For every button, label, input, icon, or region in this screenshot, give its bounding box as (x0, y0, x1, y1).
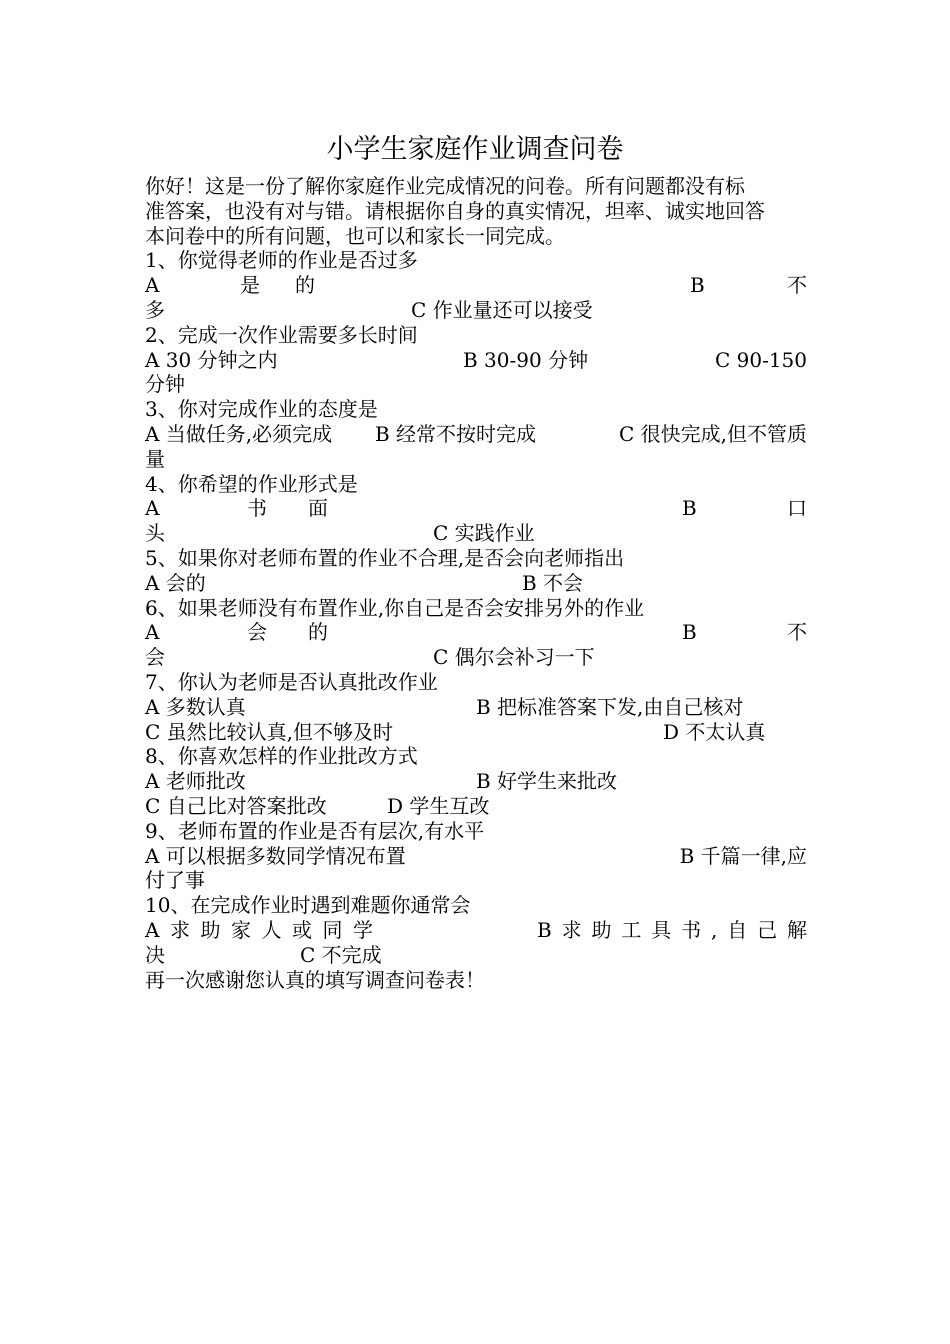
option-a-letter: A (145, 496, 160, 521)
option-b-char: 助 (591, 917, 612, 942)
option-b: B 千篇一律,应 (679, 843, 807, 868)
question-5-options (145, 571, 807, 596)
option-a: A 可以根据多数同学情况布置 (145, 843, 406, 868)
option-a-char: 求 (169, 917, 190, 942)
option-a (145, 918, 373, 943)
option-b-cont: 会 (145, 645, 165, 670)
option-a: A 会的 (145, 570, 206, 595)
option-a-char: A (145, 917, 160, 942)
option-a: A 多数认真 (145, 694, 246, 719)
option-b-cont: 付了事 (145, 868, 205, 893)
option-c: C 作业量还可以接受 (411, 297, 593, 322)
option-a-char: 人 (261, 917, 282, 942)
option-b-char: , (710, 917, 718, 942)
option-c: C 很快完成,但不管质 (618, 421, 807, 446)
option-a-char: 面 (308, 496, 328, 521)
option-a-char: 是 (240, 273, 260, 298)
option-b: B 好学生来批改 (476, 769, 618, 794)
question-10-options (145, 918, 807, 943)
option-c: C 实践作业 (433, 521, 535, 546)
option-c-cont: 分钟 (145, 372, 185, 397)
option-b-char: 求 (561, 917, 582, 942)
option-b-char: 书 (681, 917, 702, 942)
option-b-char: B (537, 917, 552, 942)
question-7: 7、你认为老师是否认真批改作业 (145, 669, 438, 694)
question-8-options (145, 769, 807, 794)
question-7-options-cont (145, 720, 807, 745)
intro-line: 准答案，也没有对与错。请根据你自身的真实情况，坦率、诚实地回答 (145, 198, 765, 223)
option-a-letter: A (145, 273, 160, 298)
option-c: C 90-150 (714, 347, 807, 372)
closing-text: 再一次感谢您认真的填写调查问卷表！ (145, 967, 485, 992)
question-10-options-cont (145, 943, 807, 968)
question-3-options (145, 422, 807, 447)
question-2-options (145, 348, 807, 373)
option-b-cont: 多 (145, 297, 165, 322)
question-5: 5、如果你对老师布置的作业不合理,是否会向老师指出 (145, 545, 625, 570)
question-6-options (145, 620, 807, 645)
option-b: B 30-90 分钟 (463, 347, 589, 372)
option-b-char: 不 (787, 273, 807, 298)
option-a-char: 书 (247, 496, 267, 521)
option-b (537, 918, 807, 943)
option-d: D 学生互改 (387, 793, 490, 818)
option-a: A 30 分钟之内 (145, 347, 278, 372)
question-9-options (145, 844, 807, 869)
option-c-cont: 量 (145, 446, 165, 471)
option-c: C 虽然比较认真,但不够及时 (145, 719, 394, 744)
option-b: B 不会 (522, 570, 584, 595)
option-a-char: 或 (291, 917, 312, 942)
option-c: C 偶尔会补习一下 (433, 645, 595, 670)
option-b-char: 自 (727, 917, 748, 942)
intro-line: 本问卷中的所有问题，也可以和家长一同完成。 (145, 223, 565, 248)
option-a-char: 的 (295, 273, 315, 298)
option-a: A 老师批改 (145, 769, 246, 794)
question-8-options-cont (145, 794, 807, 819)
question-9: 9、老师布置的作业是否有层次,有水平 (145, 818, 485, 843)
question-6: 6、如果老师没有布置作业,你自己是否会安排另外的作业 (145, 595, 645, 620)
option-b-char: 己 (757, 917, 778, 942)
option-b-char: 具 (651, 917, 672, 942)
question-7-options (145, 695, 807, 720)
question-4-options-cont (145, 521, 807, 546)
question-6-options-cont (145, 645, 807, 670)
option-b-char: 口 (787, 496, 807, 521)
question-1: 1、你觉得老师的作业是否过多 (145, 248, 418, 273)
option-a-char: 助 (200, 917, 221, 942)
option-b: B 经常不按时完成 (375, 421, 537, 446)
option-a: A 当做任务,必须完成 (145, 421, 333, 446)
option-a-letter: A (145, 620, 160, 645)
question-1-options (145, 273, 807, 298)
option-a-char: 的 (308, 620, 328, 645)
question-4-options (145, 496, 807, 521)
question-1-options-cont (145, 298, 807, 323)
question-8: 8、你喜欢怎样的作业批改方式 (145, 744, 418, 769)
option-a-char: 会 (247, 620, 267, 645)
option-b-letter: B (682, 496, 697, 521)
option-b-cont: 决 (145, 942, 165, 967)
survey-body (145, 174, 807, 992)
option-a-char: 学 (352, 917, 373, 942)
option-c: C 自己比对答案批改 (145, 793, 327, 818)
option-c: C 不完成 (300, 942, 382, 967)
intro-line: 你好！这是一份了解你家庭作业完成情况的问卷。所有问题都没有标 (145, 174, 745, 198)
option-b-cont: 头 (145, 521, 165, 546)
option-b-char: 工 (621, 917, 642, 942)
option-d: D 不太认真 (663, 719, 766, 744)
question-3: 3、你对完成作业的态度是 (145, 397, 378, 422)
page-title: 小学生家庭作业调查问卷 (326, 134, 624, 165)
option-b-char: 不 (787, 620, 807, 645)
option-a-char: 同 (322, 917, 343, 942)
question-4: 4、你希望的作业形式是 (145, 471, 358, 496)
question-10: 10、在完成作业时遇到难题你通常会 (145, 893, 471, 918)
option-b-char: 解 (786, 917, 807, 942)
option-b-letter: B (682, 620, 697, 645)
option-a-char: 家 (230, 917, 251, 942)
option-b-letter: B (690, 273, 705, 298)
question-2: 2、完成一次作业需要多长时间 (145, 322, 418, 347)
option-b: B 把标准答案下发,由自己核对 (476, 694, 744, 719)
